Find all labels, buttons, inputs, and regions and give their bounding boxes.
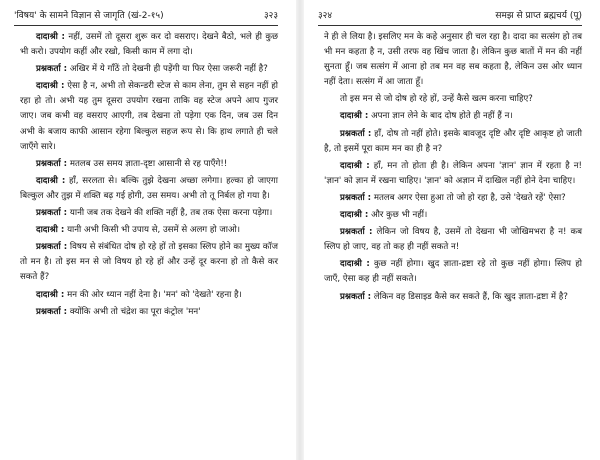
dialogue-text: और कुछ भी नहीं। [371, 210, 428, 221]
dialogue-text: मतलब उस समय ज्ञाता-दृष्टा आसानी से रह पाएँगे!! [69, 158, 228, 169]
dialogue-text: नहीं, उसमें तो दूसरा शुरू कर दो वसराए। देखने बैठो, भले ही कुछ भी करो। उपयोग कहीं और रखो, किसी काम में लगा दो। [20, 32, 279, 58]
dialogue-text: ऐसा है न, अभी तो सेकन्डरी स्टेज से काम लेना, तुम से सहन नहीं हो रहा हो तो। अभी यह तुम दूसरा उपयोग रखना ताकि वह स्टेज अपने आप गुजर जाए। जब कभी वह वसराए आएगी, तब देखना तो पड़ेगा एक दिन, जब उस दिन अभी के बजाय काफी आसान रहेगा बिल्कुल सहज रूप से। कि हाथ लगाते ही चले जाएँगे सारे। [20, 81, 279, 152]
dialogue-paragraph [324, 225, 582, 255]
left-running-head: 'विषय' के सामने विज्ञान से जागृति (खं-2-१५) [14, 11, 164, 21]
dialogue-text: मन की ओर ध्यान नहीं देना है। 'मन' को 'देखते' रहना है। [67, 289, 242, 300]
dialogue-text: मतलब अगर ऐसा हुआ तो जो हो रहा है, उसे 'देखते रहें' ऐसा? [373, 192, 566, 203]
dialogue-paragraph [324, 30, 582, 90]
dialogue-text: क्योंकि अभी तो चंद्रेश का पूरा कंट्रोल 'मन' [69, 306, 201, 317]
speaker-label: दादाश्री : [36, 81, 65, 92]
speaker-label: प्रश्नकर्ता : [340, 128, 372, 139]
right-page [304, 0, 596, 460]
speaker-label: दादाश्री : [340, 259, 370, 270]
right-page-body [324, 30, 582, 305]
right-header-rule [318, 25, 582, 26]
dialogue-paragraph [324, 290, 582, 305]
dialogue-text: लेकिन जो विषय है, उसमें तो देखना भी जोखिमभरा है न! कब स्लिप हो जाए, वह तो कह ही नहीं सकते न! [324, 227, 583, 253]
dialogue-text: ने ही ले लिया है। इसलिए मन के कहे अनुसार ही चल रहा है। दादा का सत्संग हो तब भी मन कहता है न, उसी तरफ वह खिंच जाता है। लेकिन कुछ बातों में मन की नहीं सुनता हूँ। जब सत्संग में आना हो तब मन वह सब कहता है, लेकिन उस ओर ध्यान नहीं देता। सत्संग में आ जाता हूँ। [324, 32, 582, 88]
speaker-label: दादाश्री : [36, 175, 66, 186]
dialogue-paragraph [324, 257, 582, 287]
speaker-label: दादाश्री : [340, 111, 369, 122]
dialogue-text: हाँ, सरलता से। बल्कि तुझे देखना अच्छा लगेगा। हल्का हो जाएगा बिल्कुल और तुझ में शक्ति बढ़ गई होगी, उस समय। अभी तो तू निर्बल हो गया है। [20, 175, 278, 201]
dialogue-paragraph [20, 174, 278, 204]
page-gutter [296, 0, 304, 460]
right-page-number: ३२४ [318, 11, 333, 21]
speaker-label: प्रश्नकर्ता : [36, 306, 68, 317]
dialogue-paragraph [324, 159, 582, 189]
dialogue-paragraph [20, 305, 278, 320]
dialogue-text: अखिर में ये गाँठें तो देखनी ही पड़ेंगी या फिर ऐसा जरूरी नहीं है? [69, 64, 268, 75]
dialogue-text: हाँ, मन तो होता ही है। लेकिन अपना 'ज्ञान' ज्ञान में रहता है न! 'ज्ञान' को ज्ञान में रखना चाहिए। 'ज्ञान' को अज्ञान में दाखिल नहीं होने देना चाहिए। [324, 160, 583, 186]
dialogue-text: यानी अभी किसी भी उपाय से, उसमें से अलग हो जाओ। [67, 225, 241, 236]
speaker-label: दादाश्री : [340, 210, 369, 221]
left-header-rule [14, 25, 278, 26]
dialogue-paragraph [324, 92, 582, 107]
dialogue-paragraph [324, 127, 582, 157]
speaker-label: प्रश्नकर्ता : [340, 227, 373, 238]
dialogue-text: लेकिन वह डिसाइड कैसे कर सकते हैं, कि खुद ज्ञाता-द्रष्टा में है? [373, 291, 568, 302]
speaker-label: प्रश्नकर्ता : [340, 291, 372, 302]
dialogue-paragraph [20, 288, 278, 303]
dialogue-text: कुछ नहीं होगा। खुद ज्ञाता-द्रष्टा रहे तो कुछ नहीं होगा। स्लिप हो जाएँ, ऐसा कह ही नहीं सकते। [324, 259, 583, 285]
dialogue-paragraph [20, 206, 278, 221]
speaker-label: प्रश्नकर्ता : [36, 242, 68, 253]
dialogue-paragraph [324, 208, 582, 223]
dialogue-paragraph [20, 223, 278, 238]
speaker-label: प्रश्नकर्ता : [340, 192, 372, 203]
left-page-body [20, 30, 278, 320]
speaker-label: प्रश्नकर्ता : [36, 158, 68, 169]
right-running-head: समझ से प्राप्त ब्रह्मचर्य (पू) [495, 11, 582, 21]
left-page [0, 0, 292, 460]
dialogue-text: यानी जब तक देखने की शक्ति नहीं है, तब तक ऐसा करना पड़ेगा। [69, 208, 273, 219]
dialogue-text: विषय से संबंधित दोष हो रहे हों तो इसका स्लिप होने का मुख्य कॉज तो मन है। तो इस मन से जो विषय हो रहे हों और उन्हें दूर करना हो तो कैसे कर सकते हैं? [20, 242, 278, 283]
dialogue-paragraph [324, 191, 582, 206]
speaker-label: दादाश्री : [36, 289, 65, 300]
left-page-header [14, 11, 278, 22]
speaker-label: दादाश्री : [36, 225, 65, 236]
speaker-label: दादाश्री : [36, 32, 65, 42]
dialogue-paragraph [20, 62, 278, 77]
speaker-label: प्रश्नकर्ता : [36, 208, 68, 219]
right-page-header [318, 11, 582, 22]
dialogue-paragraph [324, 109, 582, 124]
left-page-number: ३२३ [263, 11, 278, 21]
dialogue-paragraph [20, 240, 278, 285]
speaker-label: प्रश्नकर्ता : [36, 64, 68, 75]
dialogue-paragraph [20, 157, 278, 172]
dialogue-text: अपना ज्ञान लेने के बाद दोष होते ही नहीं हैं न। [371, 111, 513, 122]
dialogue-text: तो इस मन से जो दोष हो रहे हों, उन्हें कैसे खत्म करना चाहिए? [340, 94, 533, 105]
dialogue-text: हाँ, दोष तो नहीं होते। इसके बावजूद दृष्टि और दृष्टि आकृष्ट हो जाती है, तो इसमें पूरा काम मन का ही है न? [324, 128, 582, 154]
dialogue-paragraph [20, 30, 278, 60]
dialogue-paragraph [20, 79, 278, 154]
speaker-label: दादाश्री : [340, 160, 370, 171]
